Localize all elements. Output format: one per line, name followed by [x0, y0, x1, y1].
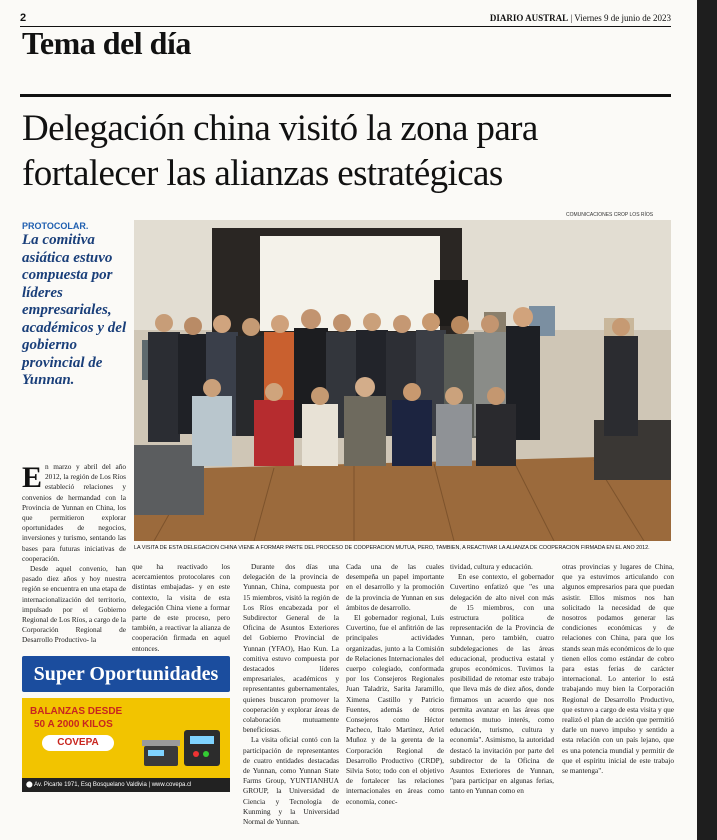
column-3-paragraph-2: La visita oficial contó con la participación de representantes de cuatro entidades destacadas de Yunnan, como Yunnan State Farms Group, YUNTIANHUA GROUP, la Universidad de Ciencia y Tecnología de Kunming y la Universidad Normal de Yunnan. [243, 735, 339, 827]
drop-cap: E [22, 461, 43, 494]
column-5-paragraph-2: En ese contexto, el gobernador Cuvertino enfatizó que "es una delegación de alto nivel con más de 15 miembros, con una estructura política de representación de la Provincia de Yunnan, pero también, cuatro subdelegaciones de las áreas educacional, productiva estatal y grupos económicos. Tuvimos la posibilidad de retomar este trabajo que lleva más de diez años, donde firmamos un acuerdo que nos permita avanzar en las áreas que tenemos mutuo interés, como educación, turismo, cultura y economía". Asimismo, la autoridad destacó la invitación por parte del subdirector de la Oficina de Asuntos Exteriores de Yunnan, "para participar en algunas ferias, tanto en Yunnan como en [450, 572, 554, 796]
publication-date: Viernes 9 de junio de 2023 [574, 13, 671, 23]
covepa-ad-line-1: BALANZAS DESDE [30, 706, 123, 717]
column-1-paragraph-2: Desde aquel convenio, han pasado diez años y hoy nuestra región se encuentra en una etapa de internacionalización del territorio, impulsado por el Gobierno Regional de Los Ríos, a cargo de la Corporación Regional de Desarrollo Productivo- la [22, 564, 126, 645]
headline [22, 106, 682, 196]
article-column-3 [243, 562, 339, 827]
column-3-paragraph-1: Durante dos días una delegación de la provincia de Yunnan, China, compuesta por 15 miembros, visitó la región de Los Ríos encabezada por el Subdirector General de la Oficina de Asuntos Exteriores del Gobierno Provincial de Yunnan (YFAO), Hao Kun. La comitiva estuvo compuesta por destacados líderes empresariales, académicos y representantes gubernamentales, quienes buscaron promover la cooperación y explorar áreas de colaboración mutuamente beneficiosas. [243, 562, 339, 735]
covepa-ad-line-2: 50 A 2000 KILOS [34, 719, 113, 730]
section-title: Tema del día [22, 25, 191, 61]
delegation-photo-illustration [134, 220, 671, 541]
scale-icon [140, 716, 224, 774]
headline-line-2: fortalecer las alianzas estratégicas [22, 153, 503, 194]
delegation-photo [134, 220, 671, 541]
section-rule [20, 94, 671, 97]
map-pin-icon: ⬤ [26, 782, 33, 788]
covepa-address-bar [22, 778, 230, 792]
page-number: 2 [20, 12, 27, 24]
column-2-paragraph-1: que ha reactivado los acercamientos protocolares con distintas embajadas- y en este contexto, la visita de esta delegación China viene a formar parte de este proceso, pero también, a reactivar la alianza de cooperación firmada en aquel entonces. [132, 562, 230, 653]
super-oportunidades-ad[interactable]: Super Oportunidades [22, 656, 230, 692]
covepa-address: Av. Picarte 1971, Esq Bosquelano Valdivia | www.covepa.cl [34, 782, 192, 788]
article-column-5 [450, 562, 554, 797]
article-column-1 [22, 462, 126, 646]
publication-name: DIARIO AUSTRAL [489, 13, 569, 23]
kicker: PROTOCOLAR. [22, 221, 89, 231]
column-4-paragraph-2: El gobernador regional, Luis Cuvertino, fue el anfitrión de las principales actividades organizadas, junto a la Comisión de Relaciones Internacionales del cuerpo colegiado, conformada por los Consejeros Regionales Juan Taladriz, Sarita Jaramillo, Ximena Castillo y Patricio Fuentes, además de otros Consejeros como Héctor Pacheco, Italo Martínez, Ariel Muñoz y de la gerenta de la Corporación Regional de Desarrollo Productivo (CRDP), Silvia Soto; todo con el objetivo de fortalecer las relaciones internacionales en áreas como economía, conec- [346, 613, 444, 806]
article-column-4 [346, 562, 444, 807]
publication-line: DIARIO AUSTRAL | Viernes 9 de junio de 2023 [489, 13, 671, 23]
photo-credit: COMUNICACIONES CROP LOS RÍOS [566, 212, 654, 218]
photo-caption: LA VISITA DE ESTA DELEGACIÓN CHINA VIENE A FORMAR PARTE DEL PROCESO DE COOPERACIÓN MUTUA, PERO, TAMBIÉN, A REACTIVAR LA ALIANZA DE COOPERACIÓN FIRMADA EN EL AÑO 2012. [134, 545, 650, 551]
lead-text: La comitiva asiática estuvo compuesta por líderes empresariales, académicos y del gobierno provincial de Yunnan. [22, 232, 127, 388]
column-4-paragraph-1: Cada una de las cuales desempeña un papel importante en el desarrollo y la promoción de la provincia de Yunnan en sus ámbitos de desarrollo. [346, 562, 444, 612]
article-column-2 [132, 562, 230, 654]
article-column-6 [562, 562, 674, 776]
covepa-ad[interactable] [22, 698, 230, 792]
column-6-paragraph-1: otras provincias y lugares de China, que ya estuvimos articulando con algunos empresarios para que puedan asistir. Ellos mismos nos han solicitado la necesidad de que nosotros podamos generar las condiciones económicas y de relaciones con China, para que los stands sean más económicos de lo que tienen ellos como estándar de cobro para estas ferias de carácter internacional. Lo anterior lo está trabajando muy bien la Corporación Regional de Desarrollo Productivo, que estuvo a cargo de esta visita y que realizó el plan de acción que permitió darle un nuevo impulso y sentido a esta relación con un país lejano, que es una potencia mundial y permitir de que el espíritu inicial de este trabajo se mantenga". [562, 562, 674, 776]
column-5-paragraph-1: tividad, cultura y educación. [450, 562, 533, 571]
covepa-logo: COVEPA [42, 735, 114, 751]
headline-line-1: Delegación china visitó la zona para [22, 108, 538, 149]
column-1-paragraph-1: n marzo y abril del año 2012, la región de Los Ríos estableció relaciones y convenios de hermandad con la Provincia de Yunnan en China, los que permitieron explorar oportunidades de negocios, inversiones y turismo, sentando las bases para futuras iniciativas de cooperación. [22, 462, 126, 563]
